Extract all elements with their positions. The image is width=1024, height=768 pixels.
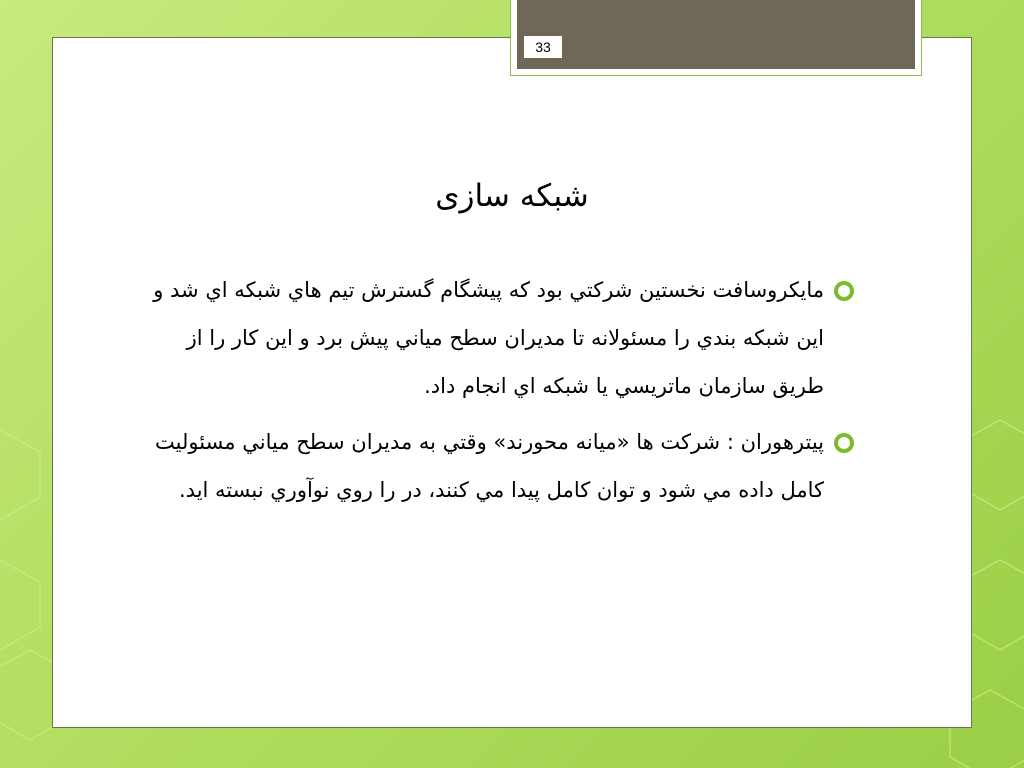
bullet-text: مايکروسافت نخستين شرکتي بود که پيشگام گسترش تيم هاي شبکه اي شد و اين شبکه بندي را مسئولانه تا مديران سطح مياني پيش برد و اين کار را از طريق سازمان ماتريسي يا شبکه اي انجام داد. <box>153 278 824 398</box>
bullet-list <box>130 266 858 522</box>
bullet-item <box>130 418 858 514</box>
slide-number-tab <box>510 0 922 76</box>
slide-number-tab-fill <box>517 0 915 69</box>
bullet-text: پیترهوران : شرکت ها «میانه محورند» وقتي به مديران سطح مياني مسئوليت کامل داده مي شود و توان کامل پيدا مي کنند، در را روي نوآوري نبسته ايد. <box>155 430 824 502</box>
ring-bullet-icon <box>834 433 854 453</box>
slide-title: شبکه سازی <box>435 178 589 214</box>
slide-number: 33 <box>524 36 562 58</box>
bullet-item <box>130 266 858 410</box>
ring-bullet-icon <box>834 281 854 301</box>
